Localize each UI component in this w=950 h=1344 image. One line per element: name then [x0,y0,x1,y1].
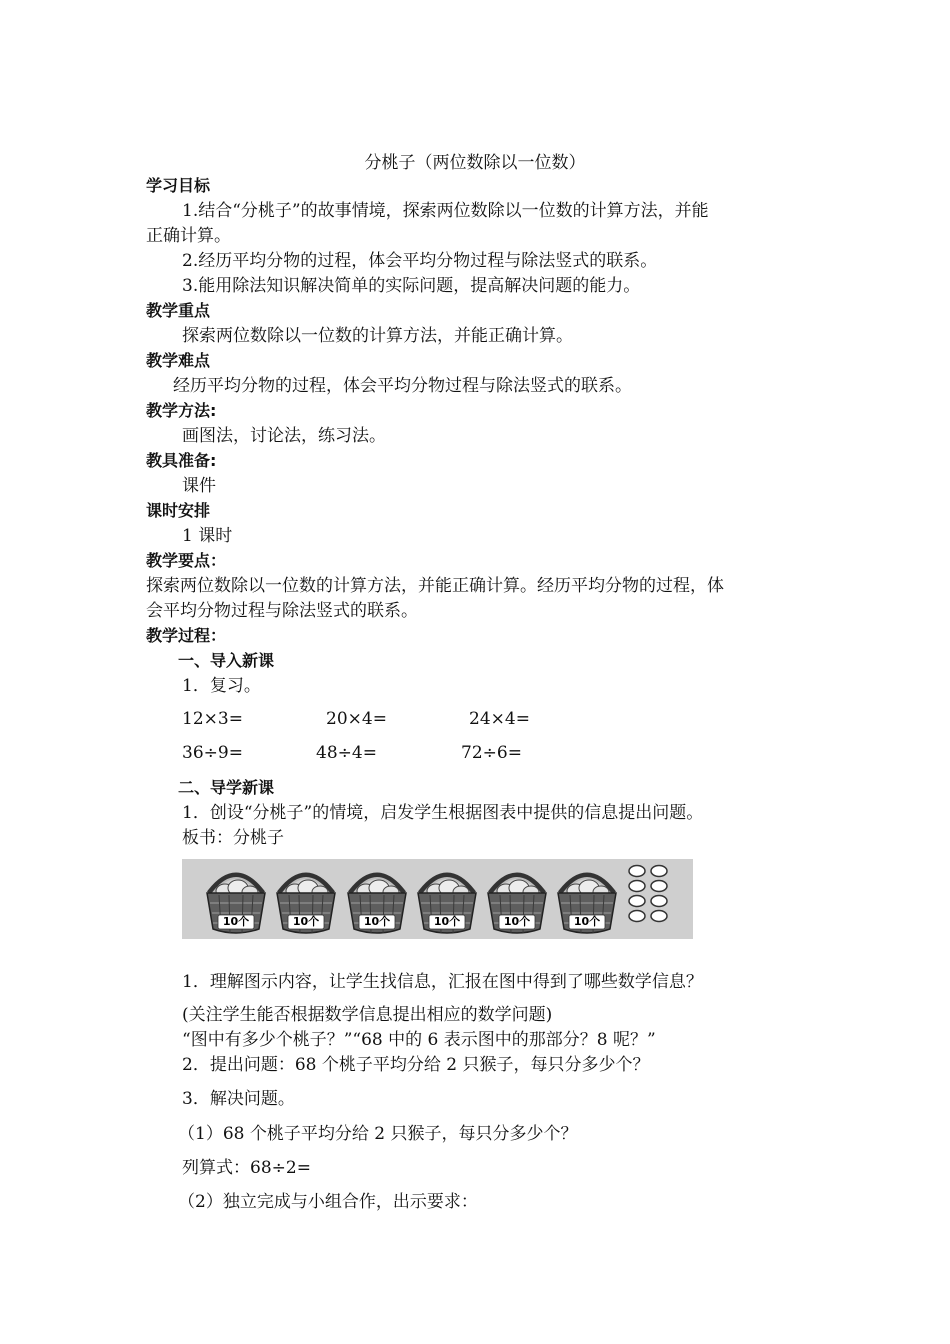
points-line-1: 探索两位数除以一位数的计算方法，并能正确计算。经历平均分物的过程，体 [146,576,724,596]
section-2-heading: 二、导学新课 [178,778,275,797]
paragraph-questions: “图中有多少个桃子？”“68 中的 6 表示图中的那部分？8 呢？” [182,1030,656,1050]
paragraph-step-1: （1）68 个桃子平均分给 2 只猴子，每只分多少个？ [178,1124,578,1144]
basket-label: 10个 [433,915,461,928]
heading-tools: 教具准备: [146,451,217,470]
points-line-2: 会平均分物过程与除法竖式的联系。 [146,601,418,621]
document-title: 分桃子（两位数除以一位数） [364,153,586,173]
goal-3: 3.能用除法知识解决简单的实际问题，提高解决问题的能力。 [182,276,641,296]
section-1-heading: 一、导入新课 [178,651,275,670]
paragraph-solve: 3．解决问题。 [182,1089,295,1109]
basket-label: 10个 [363,915,391,928]
exercise-6: 72÷6= [461,743,522,763]
exercise-5: 48÷4= [316,743,377,763]
paragraph-formula: 列算式：68÷2= [182,1158,311,1178]
heading-goals: 学习目标 [146,176,211,195]
board-writing: 板书：分桃子 [182,828,284,848]
review-label: 1．复习。 [182,676,261,696]
paragraph-scenario: 1．创设“分桃子”的情境，启发学生根据图表中提供的信息提出问题。 [182,803,704,823]
exercise-4: 36÷9= [182,743,243,763]
paragraph-step-2: （2）独立完成与小组合作，出示要求： [178,1192,478,1212]
basket-label: 10个 [292,915,320,928]
goal-2: 2.经历平均分物的过程，体会平均分物过程与除法竖式的联系。 [182,251,658,271]
goal-1-line-1: 1.结合“分桃子”的故事情境，探索两位数除以一位数的计算方法，并能 [182,201,709,221]
tools-text: 课件 [182,476,216,496]
hours-text: 1 课时 [182,526,233,546]
exercise-2: 20×4= [326,709,387,729]
heading-key-point: 教学重点 [146,301,211,320]
heading-difficulty: 教学难点 [146,351,211,370]
paragraph-note: (关注学生能否根据数学信息提出相应的数学问题) [182,1005,553,1025]
method-text: 画图法，讨论法，练习法。 [182,426,386,446]
basket-label: 10个 [222,915,250,928]
heading-points: 教学要点： [146,551,227,570]
heading-hours: 课时安排 [146,501,211,520]
basket-label: 10个 [573,915,601,928]
heading-process: 教学过程： [146,626,227,645]
loose-peaches [629,866,667,922]
heading-method: 教学方法: [146,401,217,420]
paragraph-problem: 2．提出问题：68 个桃子平均分给 2 只猴子，每只分多少个？ [182,1055,650,1075]
goal-1-line-2: 正确计算。 [146,226,231,246]
key-point-text: 探索两位数除以一位数的计算方法，并能正确计算。 [182,326,573,346]
peach-baskets-image [182,859,693,939]
exercise-3: 24×4= [469,709,530,729]
paragraph-understand: 1．理解图示内容，让学生找信息，汇报在图中得到了哪些数学信息？ [182,972,703,992]
exercise-1: 12×3= [182,709,243,729]
difficulty-text: 经历平均分物的过程，体会平均分物过程与除法竖式的联系。 [173,376,632,396]
basket-label: 10个 [503,915,531,928]
